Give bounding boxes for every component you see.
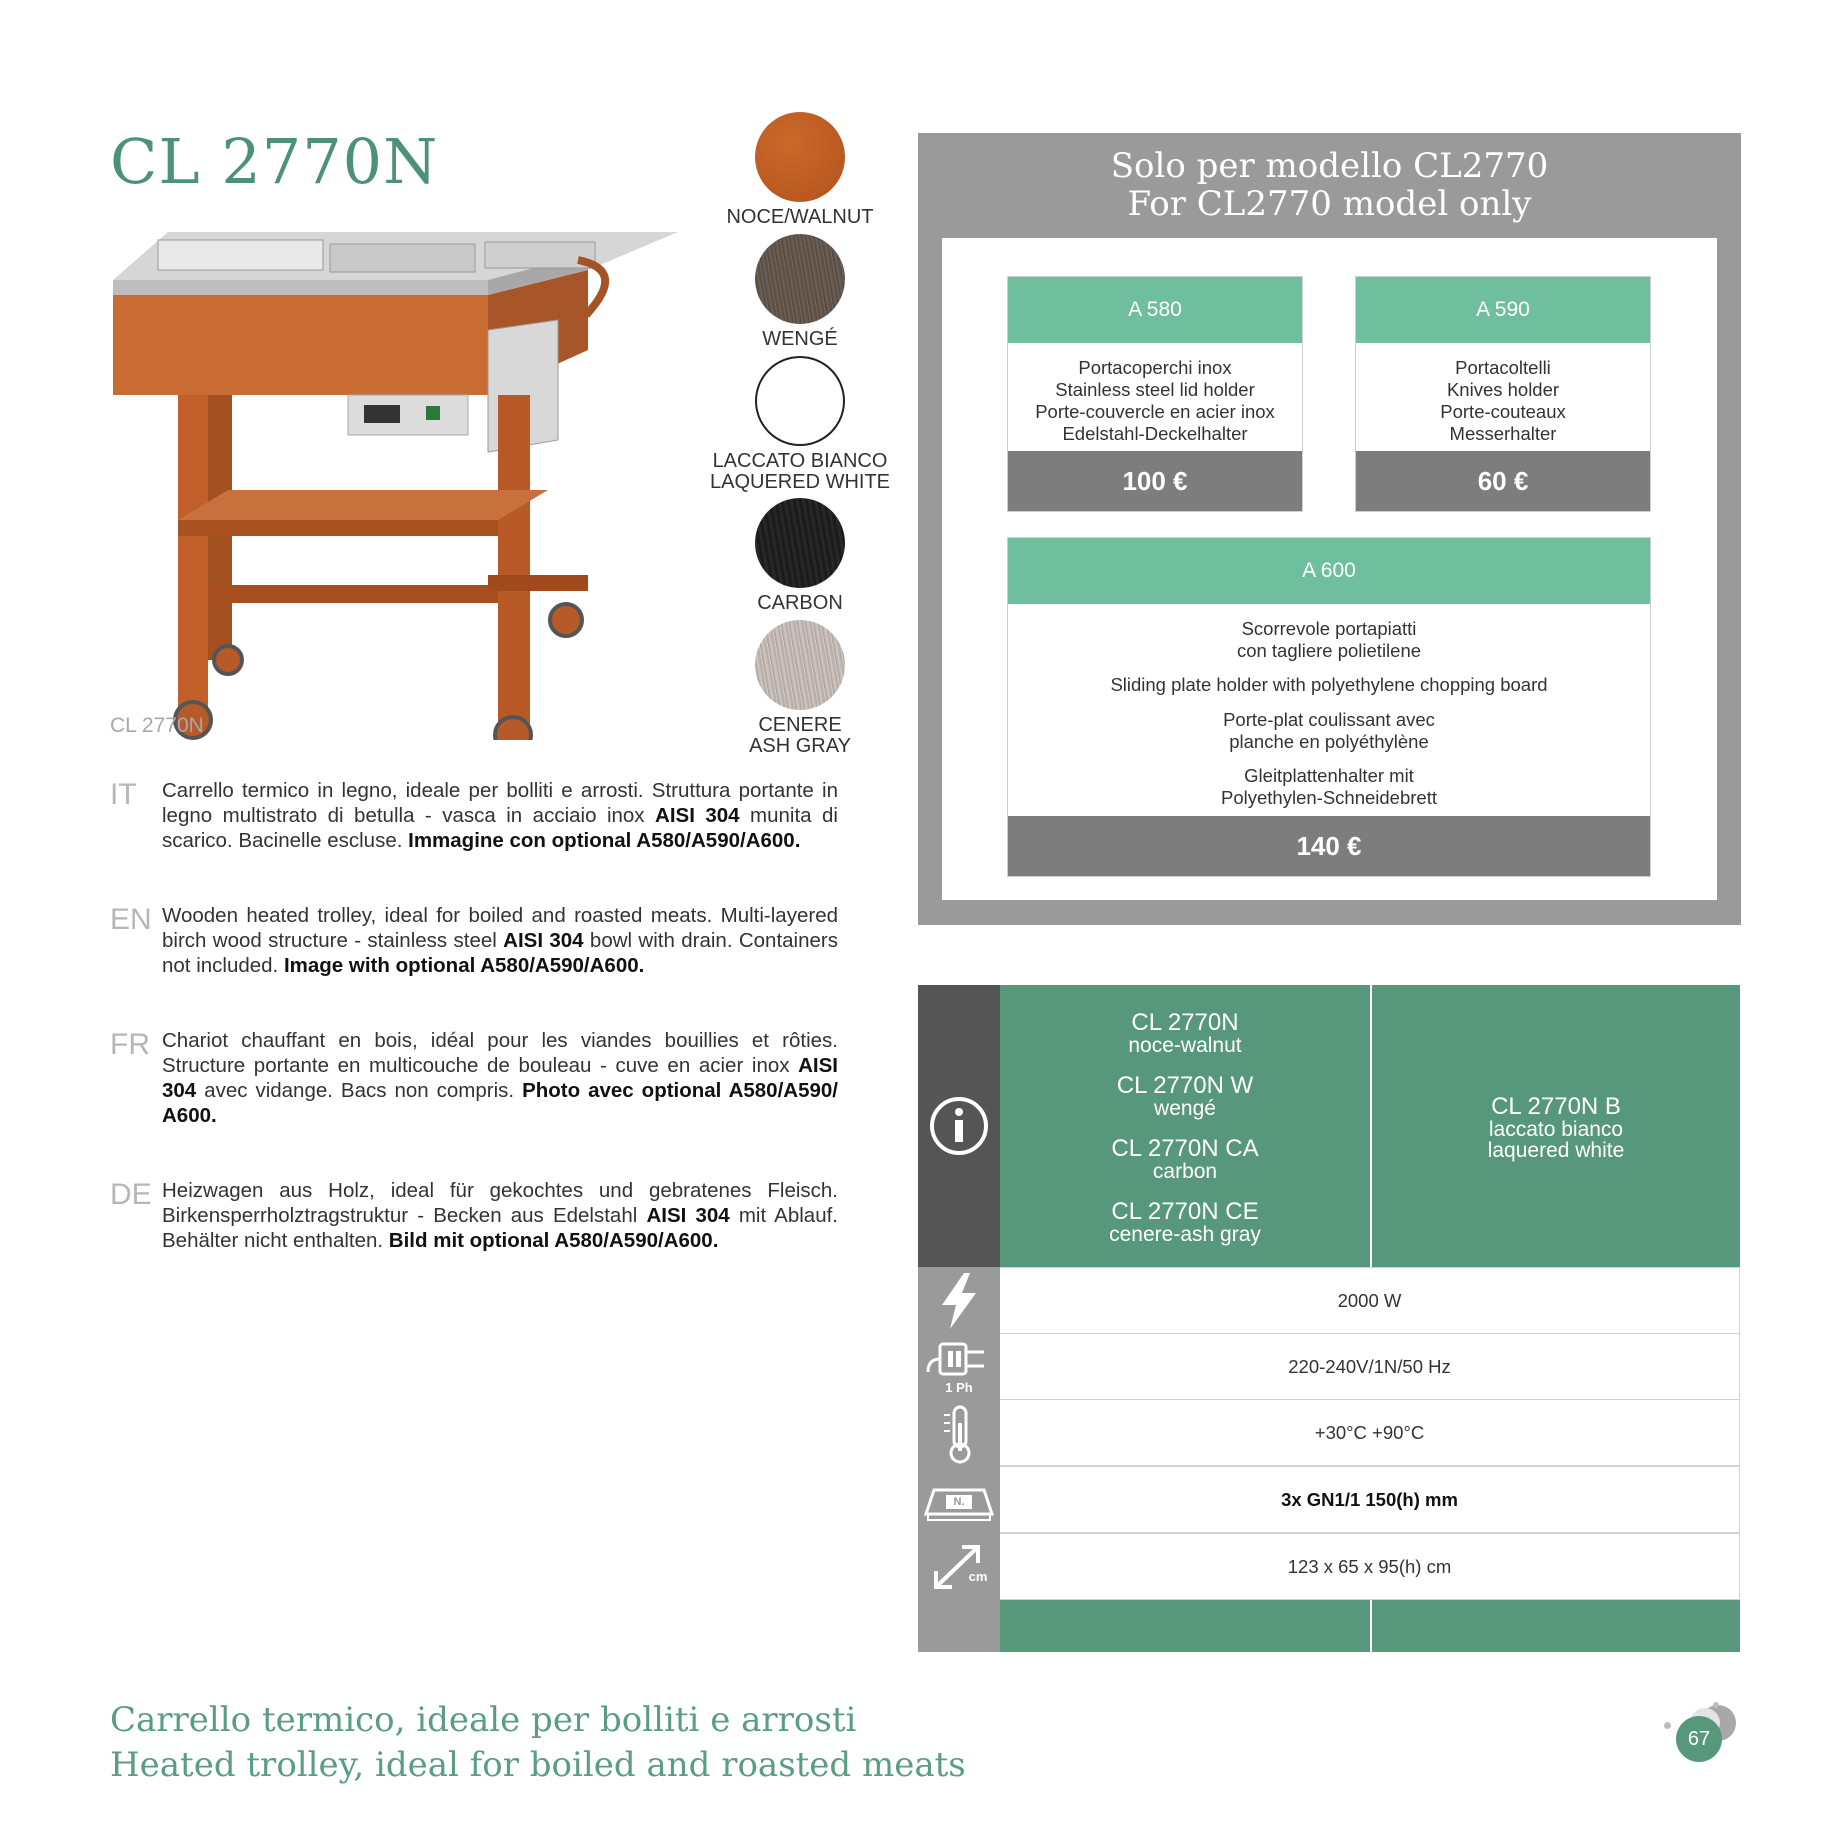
spec-models: [1000, 985, 1740, 1267]
model-entry: CL 2770N B laccato bianco laquered white: [1487, 1093, 1625, 1162]
lightning-icon-cell: [918, 1267, 1000, 1334]
swatch-carbon: [755, 498, 845, 588]
optional-code: A 580: [1008, 277, 1302, 343]
info-icon-cell: [918, 985, 1000, 1267]
spec-row-voltage: 220-240V/1N/50 Hz: [1000, 1333, 1740, 1400]
description-text: Wooden heated trolley, ideal for boiled and roasted meats. Multi-layered birch wood structure - stainless steel AISI 304 bowl with drain. Containers not included. Image with optional A580/A590/A600.: [162, 904, 838, 977]
column-divider: [1370, 1600, 1372, 1652]
description-text: Carrello termico in legno, ideale per bolliti e arrosti. Struttura portante in legno multistrato di betulla - vasca in acciaio inox AISI 304 munita di scarico. Bacinelle escluse. Immagine con optional A580/A590/A600.: [162, 779, 838, 852]
heated-trolley-image: [108, 220, 688, 740]
optional-description: Portacoperchi inox Stainless steel lid holder Porte-couvercle en acier inox Edelstahl-Deckelhalter: [1035, 357, 1275, 444]
decorative-dot: [1664, 1722, 1671, 1729]
photo-caption: CL 2770N: [110, 714, 204, 737]
swatch-walnut: [755, 112, 845, 202]
optional-card-a580: [1007, 276, 1303, 512]
swatch-label-white: LACCATO BIANCO LAQUERED WHITE: [709, 450, 891, 493]
swatch-label-walnut: NOCE/WALNUT: [726, 206, 874, 228]
page-number: 67: [1676, 1716, 1722, 1762]
optionals-box: [918, 133, 1741, 925]
spec-row-power: 2000 W: [1000, 1267, 1740, 1334]
spec-row-temperature: +30°C +90°C: [1000, 1399, 1740, 1466]
models-column-left: [1000, 985, 1370, 1267]
optional-code: A 590: [1356, 277, 1650, 343]
footer-tagline: Carrello termico, ideale per bolliti e arrosti Heated trolley, ideal for boiled and roasted meats: [110, 1700, 966, 1785]
optionals-panel: [942, 238, 1717, 900]
product-photo: [108, 220, 688, 740]
thermometer-icon: [918, 1401, 1000, 1468]
optional-price: 60 €: [1356, 451, 1650, 511]
dimensions-icon: [918, 1535, 1000, 1600]
optional-description: Scorrevole portapiatti con tagliere polietilene Sliding plate holder with polyethylene chopping board Porte-plat coulissant avec planche en polyéthylène Gleitplattenhalter mit Polyethylen-Schneidebrett: [1110, 618, 1548, 808]
swatch-ash-gray: [755, 620, 845, 710]
dimensions-icon-label: cm: [968, 1569, 988, 1584]
spec-table: [918, 985, 1740, 1652]
lang-code: IT: [110, 778, 137, 811]
swatch-label-wenge: WENGÉ: [762, 328, 838, 350]
optional-code: A 600: [1008, 538, 1650, 604]
optional-price: 100 €: [1008, 451, 1302, 511]
thermometer-icon-cell: [918, 1401, 1000, 1468]
model-entry: CL 2770N CE cenere-ash gray: [1109, 1198, 1261, 1246]
spec-row-dimensions: 123 x 65 x 95(h) cm: [1000, 1533, 1740, 1600]
info-icon: [918, 985, 1000, 1267]
optional-card-a590: [1355, 276, 1651, 512]
swatch-label-carbon: CARBON: [757, 592, 843, 614]
swatch-white: [755, 356, 845, 446]
tray-icon-label: N.: [953, 1496, 965, 1508]
lang-code: DE: [110, 1178, 152, 1211]
lang-code: EN: [110, 903, 152, 936]
spec-footer-cell: [918, 1600, 1000, 1652]
model-entry: CL 2770N W wengé: [1116, 1072, 1254, 1120]
lightning-icon: [918, 1267, 1000, 1334]
model-entry: CL 2770N CA carbon: [1111, 1135, 1259, 1183]
product-title: CL 2770N: [110, 125, 439, 198]
models-column-right: [1372, 985, 1740, 1267]
lang-code: FR: [110, 1028, 150, 1061]
optional-description: Portacoltelli Knives holder Porte-couteaux Messerhalter: [1440, 357, 1566, 444]
spec-footer: [1000, 1600, 1740, 1652]
optionals-title: Solo per modello CL2770 For CL2770 model only: [1110, 146, 1549, 224]
plug-icon-cell: [918, 1334, 1000, 1401]
model-entry: CL 2770N noce-walnut: [1128, 1009, 1242, 1057]
plug-icon-label: 1 Ph: [945, 1380, 973, 1395]
swatch-wenge: [755, 234, 845, 324]
description-text: Heizwagen aus Holz, ideal für gekochtes und gebratenes Fleisch. Birkensperrholztragstruktur - Becken aus Edelstahl AISI 304 mit Ablauf. Behälter nicht enthalten. Bild mit optional A580/A590/A600.: [162, 1179, 838, 1252]
description-text: Chariot chauffant en bois, idéal pour les viandes bouillies et rôties. Structure portante en multicouche de bouleau - cuve en acier inox AISI 304 avec vidange. Bacs non compris. Photo avec optional A580/A590/ A600.: [162, 1029, 838, 1127]
swatch-label-ash-gray: CENERE ASH GRAY: [749, 714, 851, 757]
dimensions-icon-cell: [918, 1535, 1000, 1600]
spec-row-containers: 3x GN1/1 150(h) mm: [1000, 1466, 1740, 1533]
optional-card-a600: [1007, 537, 1651, 877]
decorative-dot: [1713, 1702, 1719, 1708]
optional-price: 140 €: [1008, 816, 1650, 876]
gastronorm-tray-icon-cell: [918, 1468, 1000, 1535]
